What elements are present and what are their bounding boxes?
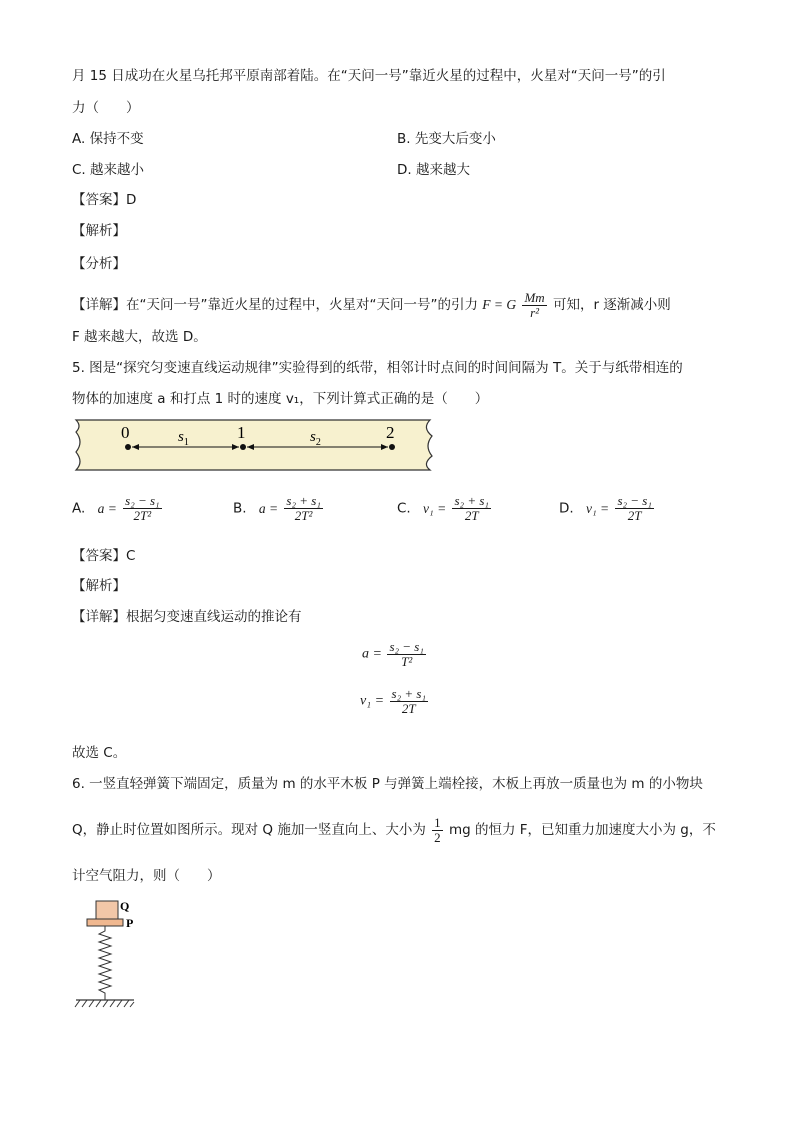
q6-stem-line1: 6. 一竖直轻弹簧下端固定，质量为 m 的水平木板 P 与弹簧上端栓接，木板上再放一质量也为 m 的小物块 <box>72 776 703 792</box>
q5-option-c: C. v₁ = $\frac{\text{s₂ + s₁}}{2T}$ <box>397 493 489 523</box>
board-p <box>87 919 123 926</box>
dot-1 <box>240 444 246 450</box>
label-q: Q <box>120 899 130 913</box>
q4-option-d: D. 越来越大 <box>397 162 470 178</box>
q4-stem-line1: 月 15 日成功在火星乌托邦平原南部着陆。在“天问一号”靠近火星的过程中，火星对“天问一号”的引 <box>72 68 666 84</box>
q4-detail-line2: F 越来越大，故选 D。 <box>72 329 207 345</box>
q5-detail: 【详解】根据匀变速直线运动的推论有 <box>72 609 302 625</box>
q6-stem-line2: Q，静止时位置如图所示。现对 Q 施加一竖直向上、大小为 $\frac{1}{2}$ mg 的恒力 F，已知重力加速度大小为 g，不 <box>72 814 716 845</box>
q4-jiexi: 【解析】 <box>72 223 126 239</box>
q4-detail-line1 <box>72 288 671 322</box>
q4-stem-line2: 力（ ） <box>72 100 140 116</box>
block-q <box>96 901 118 919</box>
point-label-0: 0 <box>121 423 130 442</box>
spring-block-figure <box>70 893 150 1013</box>
q4-detail-post: 可知，r 逐渐减小则 <box>552 297 671 313</box>
q5-equation-velocity: v₁ = $\frac{\text{s₂ + s₁}}{2T}$ <box>360 686 426 716</box>
ground-hatching <box>75 1000 134 1007</box>
q5-stem-line2: 物体的加速度 a 和打点 1 时的速度 v₁，下列计算式正确的是（ ） <box>72 391 489 407</box>
point-label-2: 2 <box>386 423 395 442</box>
q5-conclusion: 故选 C。 <box>72 745 127 761</box>
q4-gravity-fraction <box>522 291 546 320</box>
s1-label: $s_1$ <box>178 429 189 448</box>
q4-option-a: A. 保持不变 <box>72 131 144 147</box>
q6-stem-line3: 计空气阻力，则（ ） <box>72 868 221 884</box>
q5-jiexi: 【解析】 <box>72 578 126 594</box>
q5-stem-line1: 5. 图是“探究匀变速直线运动规律”实验得到的纸带，相邻计时点间的时间间隔为 T。关于与纸带相连的 <box>72 360 683 376</box>
q4-formula-lhs: F = G <box>482 297 517 312</box>
q6-half-fraction: $\frac{1}{2}$ <box>434 814 441 845</box>
q4-gravity-den: r² <box>530 304 540 320</box>
paper-tape-figure <box>70 414 440 476</box>
dot-0 <box>125 444 131 450</box>
q5-option-b: B. a = $\frac{\text{s₂ + s₁}}{\text{2T²}}$ <box>233 493 321 523</box>
q5-equation-acceleration: a = $\frac{\text{s₂ − s₁}}{\text{T²}}$ <box>362 639 424 669</box>
dot-2 <box>389 444 395 450</box>
s2-label: $s_2$ <box>310 429 321 448</box>
q4-answer: 【答案】D <box>72 192 137 208</box>
spring <box>99 926 111 1000</box>
q5-option-d: D. v₁ = $\frac{\text{s₂ − s₁}}{2T}$ <box>559 493 652 523</box>
q4-gravity-num: Mm <box>524 289 545 305</box>
q4-option-c: C. 越来越小 <box>72 162 145 178</box>
q5-answer: 【答案】C <box>72 548 136 564</box>
q5-option-a: A. a = $\frac{\text{s₂ − s₁}}{\text{2T²}}$ <box>72 493 160 523</box>
q4-fenxi: 【分析】 <box>72 256 126 272</box>
label-p: P <box>126 916 134 930</box>
point-label-1: 1 <box>237 423 246 442</box>
q4-detail-pre: 【详解】在“天问一号”靠近火星的过程中，火星对“天问一号”的引力 <box>72 297 478 313</box>
q4-option-b: B. 先变大后变小 <box>397 131 496 147</box>
